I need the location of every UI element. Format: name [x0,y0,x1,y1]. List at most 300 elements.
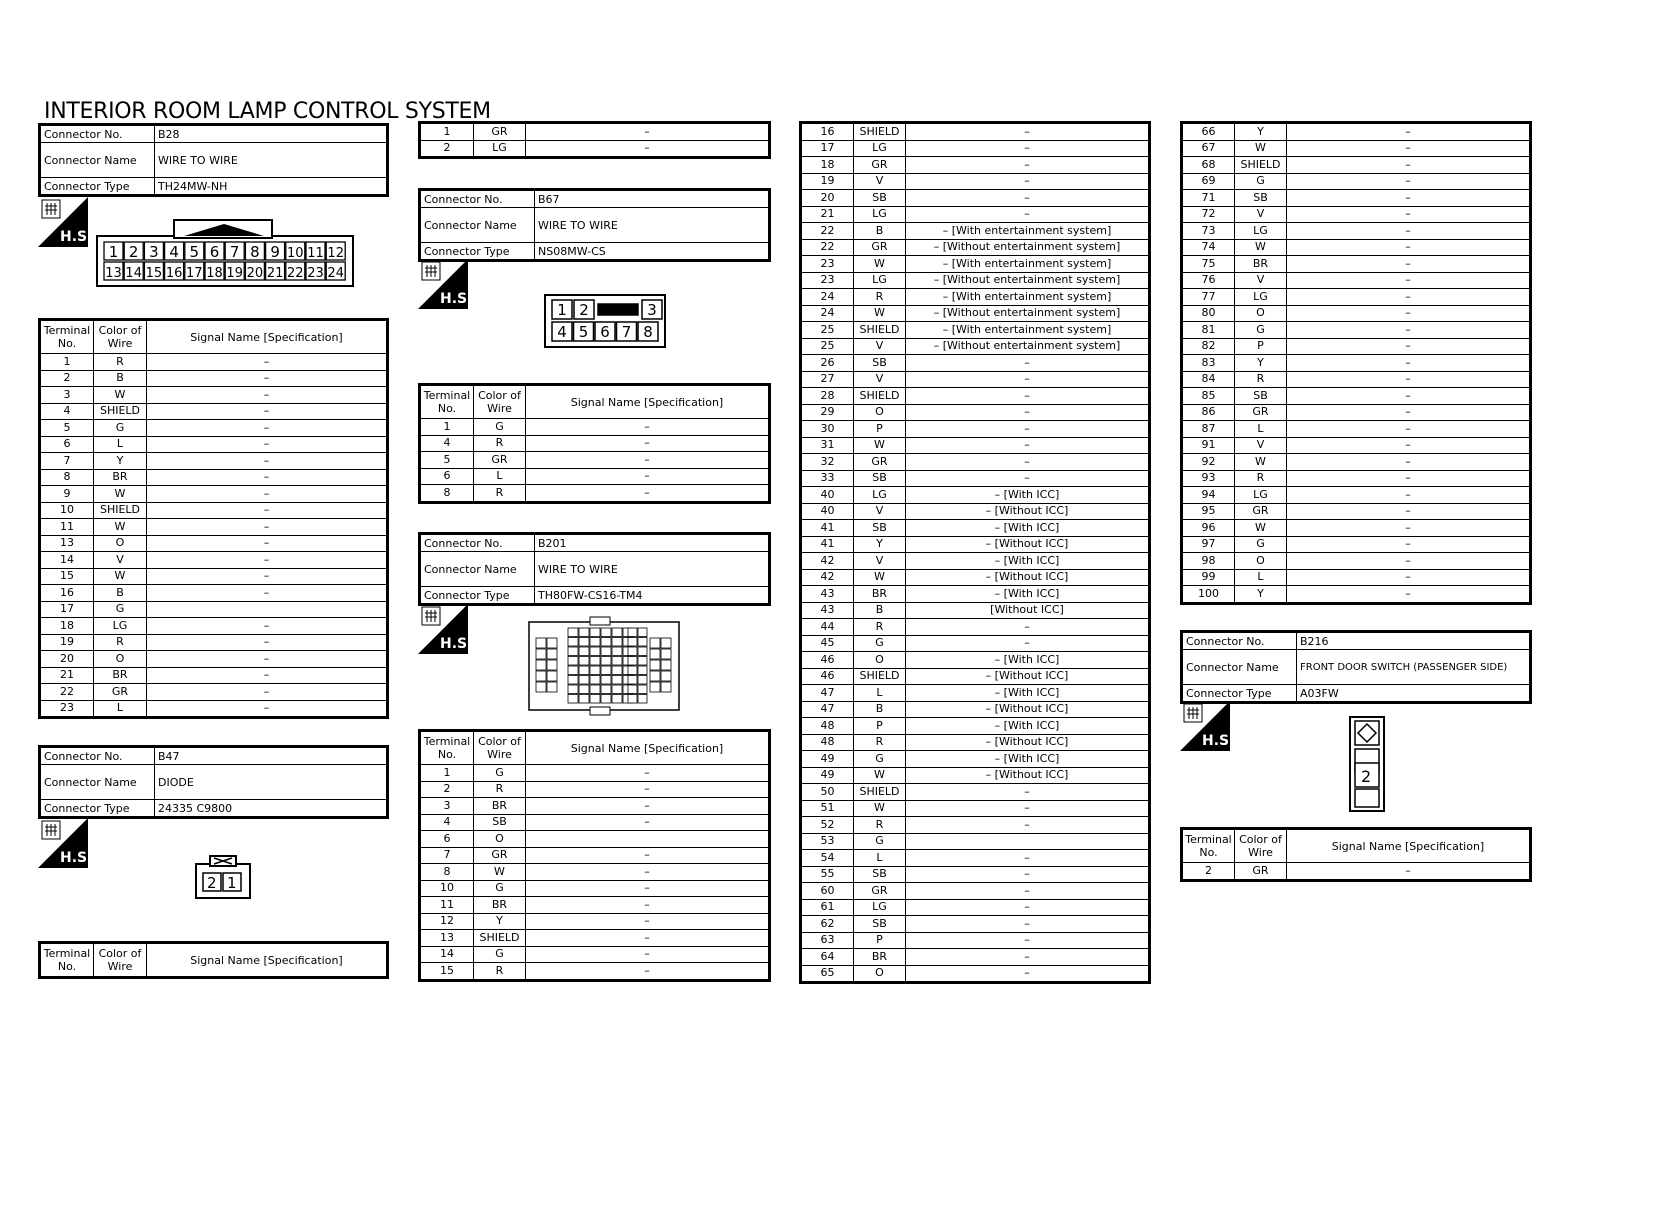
wire-color: LG [1235,223,1287,240]
wire-color: R [94,634,147,651]
signal-name: – [Without entertainment system] [906,239,1150,256]
wire-color: SB [474,814,526,831]
terminal-no: 72 [1182,206,1235,223]
terminal-no: 4 [420,435,474,452]
wire-color: W [94,486,147,503]
signal-name: – [147,486,388,503]
terminal-no: 26 [801,355,854,372]
table-row [40,684,388,701]
signal-name: – [526,798,770,815]
table-row [801,223,1150,240]
terminal-no: 60 [801,883,854,900]
pin-label: 5 [578,323,589,341]
terminal-no: 6 [420,468,474,485]
pin-label: 4 [557,323,567,341]
label: Connector Name [1182,650,1297,685]
signal-name: – [906,371,1150,388]
signal-name: – [526,140,770,158]
table-row [1182,371,1531,388]
table-row [801,569,1150,586]
terminal-no: 23 [801,272,854,289]
table-row [1182,388,1531,405]
terminal-no: 19 [801,173,854,190]
connector-no: B47 [155,747,388,765]
pin-label: 21 [266,266,284,281]
wire-color: R [474,963,526,981]
table-row [40,634,388,651]
terminal-no: 20 [40,651,94,668]
signal-name: – [With entertainment system] [906,289,1150,306]
wire-color: SB [1235,388,1287,405]
wire-color: G [474,419,526,436]
signal-name: – [526,930,770,947]
table-row [420,930,770,947]
table-row [420,468,770,485]
terminal-no: 14 [40,552,94,569]
terminal-no: 45 [801,635,854,652]
signal-name: – [Without ICC] [906,569,1150,586]
terminal-no: 14 [420,946,474,963]
wire-color: LG [854,272,906,289]
table-row [1182,305,1531,322]
signal-name: – [Without entertainment system] [906,305,1150,322]
signal-name: – [147,535,388,552]
terminal-no: 47 [801,701,854,718]
wire-color: P [854,718,906,735]
signal-name: – [1287,454,1531,471]
terminal-no: 95 [1182,503,1235,520]
terminal-no: 41 [801,536,854,553]
pin-label: 6 [209,243,220,261]
signal-name: – [1287,586,1531,604]
table-row [801,734,1150,751]
pin-label: 22 [287,266,304,281]
terminal-no: 43 [801,602,854,619]
signal-name: – [526,847,770,864]
table-row [801,668,1150,685]
table-row [1182,421,1531,438]
connector-b67-info [418,188,771,262]
signal-name: – [147,651,388,668]
wire-color: W [1235,239,1287,256]
terminal-no: 48 [801,734,854,751]
signal-name: – [With ICC] [906,487,1150,504]
wire-color: Y [1235,355,1287,372]
table-row [801,503,1150,520]
wire-color: SB [854,190,906,207]
table-row [801,635,1150,652]
table-row [801,718,1150,735]
table-row [801,404,1150,421]
terminal-no: 3 [40,387,94,404]
pin-label: 1 [557,301,567,319]
terminal-no: 1 [40,354,94,371]
terminal-no: 42 [801,569,854,586]
table-row [801,619,1150,636]
wire-color: SHIELD [474,930,526,947]
terminal-no: 16 [40,585,94,602]
signal-name: – [1287,437,1531,454]
table-row [420,765,770,782]
wire-color: GR [854,239,906,256]
table-row [801,355,1150,372]
harness-side-icon [418,259,473,309]
table-row [420,946,770,963]
table-row [40,618,388,635]
wire-color: Y [1235,123,1287,141]
terminal-no: 1 [420,123,474,141]
wire-color: GR [854,157,906,174]
wire-color: SB [854,355,906,372]
terminal-no: 12 [420,913,474,930]
signal-name: – [526,781,770,798]
signal-name: – [147,469,388,486]
svg-text:1: 1 [227,874,237,892]
wire-color: B [854,223,906,240]
connector-b216-table [1180,827,1532,882]
connector-b28-diagram [96,218,354,288]
terminal-no: 83 [1182,355,1235,372]
signal-name: – [1287,536,1531,553]
table-row [40,403,388,420]
terminal-no: 15 [420,963,474,981]
signal-name: – [147,370,388,387]
col-header-color: Color of Wire [474,385,526,419]
terminal-no: 81 [1182,322,1235,339]
table-row [1182,173,1531,190]
signal-name: – [147,354,388,371]
signal-name: – [147,420,388,437]
terminal-no: 22 [801,239,854,256]
table-row [40,453,388,470]
table-row [801,256,1150,273]
terminal-no: 1 [420,419,474,436]
pin-label: 15 [145,266,163,281]
table-row [1182,338,1531,355]
wire-color: O [94,651,147,668]
terminal-no: 27 [801,371,854,388]
table-row [801,866,1150,883]
table-row [1182,355,1531,372]
signal-name: – [147,568,388,585]
signal-name: – [1287,470,1531,487]
table-row [420,435,770,452]
wire-color: W [854,800,906,817]
table-row [801,322,1150,339]
connector-no: B201 [535,534,770,552]
signal-name: – [147,552,388,569]
signal-name: – [1287,223,1531,240]
signal-name: – [906,850,1150,867]
signal-name: – [147,502,388,519]
terminal-no: 8 [40,469,94,486]
signal-name: – [147,684,388,701]
pin-label: 10 [287,246,304,261]
table-row [801,652,1150,669]
terminal-no: 82 [1182,338,1235,355]
table-row [1182,289,1531,306]
wire-color: W [94,387,147,404]
wire-color: W [1235,140,1287,157]
label: Connector Type [420,243,535,261]
connector-b67-diagram [544,294,666,348]
svg-text:H.S.: H.S. [440,291,473,307]
table-row [801,536,1150,553]
connector-name: WIRE TO WIRE [535,208,770,243]
terminal-no: 52 [801,817,854,834]
table-row [420,123,770,141]
signal-name: – [526,485,770,503]
table-row [40,585,388,602]
wire-color: LG [94,618,147,635]
signal-name: – [906,635,1150,652]
wire-color: O [1235,553,1287,570]
table-row [801,140,1150,157]
wire-color: O [94,535,147,552]
signal-name: – [526,963,770,981]
signal-name: – [1287,487,1531,504]
wire-color: R [474,781,526,798]
table-row [801,388,1150,405]
wire-color: V [854,371,906,388]
wire-color: SHIELD [94,502,147,519]
signal-name: – [With ICC] [906,586,1150,603]
terminal-no: 44 [801,619,854,636]
terminal-no: 6 [420,831,474,848]
signal-name: – [906,949,1150,966]
connector-no: B216 [1297,632,1531,650]
wire-color: R [854,734,906,751]
terminal-no: 69 [1182,173,1235,190]
table-row [1182,206,1531,223]
table-row [40,354,388,371]
connector-b201-table-cont2 [1180,121,1532,605]
connector-name: FRONT DOOR SWITCH (PASSENGER SIDE) [1297,650,1531,685]
wire-color: P [854,932,906,949]
connector-type: TH24MW-NH [155,178,388,196]
wire-color: W [94,568,147,585]
label: Connector Type [40,178,155,196]
terminal-no: 46 [801,652,854,669]
wire-color: V [854,503,906,520]
pin-label: 1 [108,243,119,261]
page-title: INTERIOR ROOM LAMP CONTROL SYSTEM [44,99,491,124]
signal-name: – [With ICC] [906,751,1150,768]
signal-name: – [1287,239,1531,256]
label: Connector Type [1182,685,1297,703]
connector-b28-table [38,318,389,719]
wire-color: GR [1235,863,1287,881]
signal-name: – [1287,256,1531,273]
table-row [801,586,1150,603]
label: Connector Name [420,208,535,243]
pin-label: 2 [579,301,589,319]
wire-color: LG [1235,289,1287,306]
signal-name: – [526,913,770,930]
signal-name: – [Without ICC] [906,668,1150,685]
col-header-signal: Signal Name [Specification] [147,943,388,978]
signal-name: – [147,403,388,420]
table-row [420,140,770,158]
wire-color: LG [854,899,906,916]
wire-color: LG [854,140,906,157]
wire-color: G [1235,322,1287,339]
terminal-no: 40 [801,487,854,504]
table-row [801,800,1150,817]
signal-name: – [With entertainment system] [906,223,1150,240]
signal-name: – [With ICC] [906,553,1150,570]
signal-name: – [147,436,388,453]
terminal-no: 24 [801,289,854,306]
wire-color: L [94,436,147,453]
signal-name: – [526,897,770,914]
wire-color: R [854,619,906,636]
signal-name [526,831,770,848]
pin-label: 13 [105,266,122,281]
terminal-no: 16 [801,123,854,141]
signal-name: – [1287,355,1531,372]
connector-b216-diagram [1349,716,1385,812]
wire-color: W [854,569,906,586]
col-header-signal: Signal Name [Specification] [1287,829,1531,863]
pin-label: 3 [149,243,159,261]
terminal-no: 53 [801,833,854,850]
col-header-color: Color of Wire [94,943,147,978]
table-row [801,965,1150,983]
terminal-no: 84 [1182,371,1235,388]
signal-name: – [Without ICC] [906,536,1150,553]
connector-type: A03FW [1297,685,1531,703]
col-header-terminal: Terminal No. [40,320,94,354]
connector-b216-info [1180,630,1532,704]
signal-name: – [Without ICC] [906,767,1150,784]
wire-color: L [1235,569,1287,586]
wire-color: V [1235,437,1287,454]
signal-name: – [With ICC] [906,652,1150,669]
wire-color: R [1235,371,1287,388]
label: Connector Name [40,765,155,800]
signal-name: – [With ICC] [906,685,1150,702]
wire-color: O [854,965,906,983]
signal-name: – [Without ICC] [906,503,1150,520]
signal-name: – [147,387,388,404]
table-row [420,897,770,914]
terminal-no: 13 [40,535,94,552]
signal-name: – [Without ICC] [906,701,1150,718]
signal-name: – [906,883,1150,900]
signal-name: – [147,700,388,718]
wire-color: L [1235,421,1287,438]
table-row [40,535,388,552]
pin-label: 18 [206,266,223,281]
table-row [801,767,1150,784]
terminal-no: 7 [420,847,474,864]
signal-name: – [526,880,770,897]
terminal-no: 40 [801,503,854,520]
table-row [420,814,770,831]
terminal-no: 51 [801,800,854,817]
pin-label: 8 [250,243,260,261]
connector-no: B28 [155,125,388,143]
wire-color: SB [1235,190,1287,207]
wire-color: Y [474,913,526,930]
terminal-no: 75 [1182,256,1235,273]
terminal-no: 23 [40,700,94,718]
svg-text:H.S.: H.S. [60,229,93,245]
table-row [801,602,1150,619]
table-row [801,751,1150,768]
wire-color: G [854,833,906,850]
table-row [801,123,1150,141]
wire-color: GR [1235,503,1287,520]
signal-name: – [1287,421,1531,438]
pin-label: 19 [226,266,243,281]
label: Connector Name [40,143,155,178]
signal-name: – [906,800,1150,817]
signal-name: – [1287,338,1531,355]
wire-color: SHIELD [94,403,147,420]
terminal-no: 28 [801,388,854,405]
terminal-no: 18 [801,157,854,174]
terminal-no: 91 [1182,437,1235,454]
signal-name: – [147,453,388,470]
table-row [40,568,388,585]
table-row [40,552,388,569]
terminal-no: 22 [40,684,94,701]
table-row [40,387,388,404]
signal-name: – [906,619,1150,636]
wire-color: L [854,850,906,867]
signal-name: – [1287,388,1531,405]
signal-name [147,601,388,618]
signal-name: – [1287,520,1531,537]
terminal-no: 46 [801,668,854,685]
wire-color: B [94,370,147,387]
label: Connector No. [40,747,155,765]
terminal-no: 48 [801,718,854,735]
signal-name: – [147,618,388,635]
wire-color: BR [1235,256,1287,273]
terminal-no: 97 [1182,536,1235,553]
signal-name: – [906,206,1150,223]
signal-name: – [1287,123,1531,141]
wire-color: SHIELD [1235,157,1287,174]
pin-label: 4 [169,243,179,261]
terminal-no: 87 [1182,421,1235,438]
pin-label: 24 [327,266,344,281]
svg-text:2: 2 [1361,767,1372,786]
table-row [40,469,388,486]
wire-color: G [94,601,147,618]
table-row [40,519,388,536]
table-row [1182,437,1531,454]
pin-label: 17 [186,266,203,281]
table-row [801,850,1150,867]
signal-name: – [1287,863,1531,881]
table-row [420,419,770,436]
terminal-no: 93 [1182,470,1235,487]
terminal-no: 23 [801,256,854,273]
wire-color: V [1235,206,1287,223]
wire-color: W [854,256,906,273]
signal-name: – [147,634,388,651]
table-row [801,899,1150,916]
wire-color: GR [94,684,147,701]
table-row [420,781,770,798]
terminal-no: 33 [801,470,854,487]
terminal-no: 2 [420,781,474,798]
terminal-no: 49 [801,767,854,784]
